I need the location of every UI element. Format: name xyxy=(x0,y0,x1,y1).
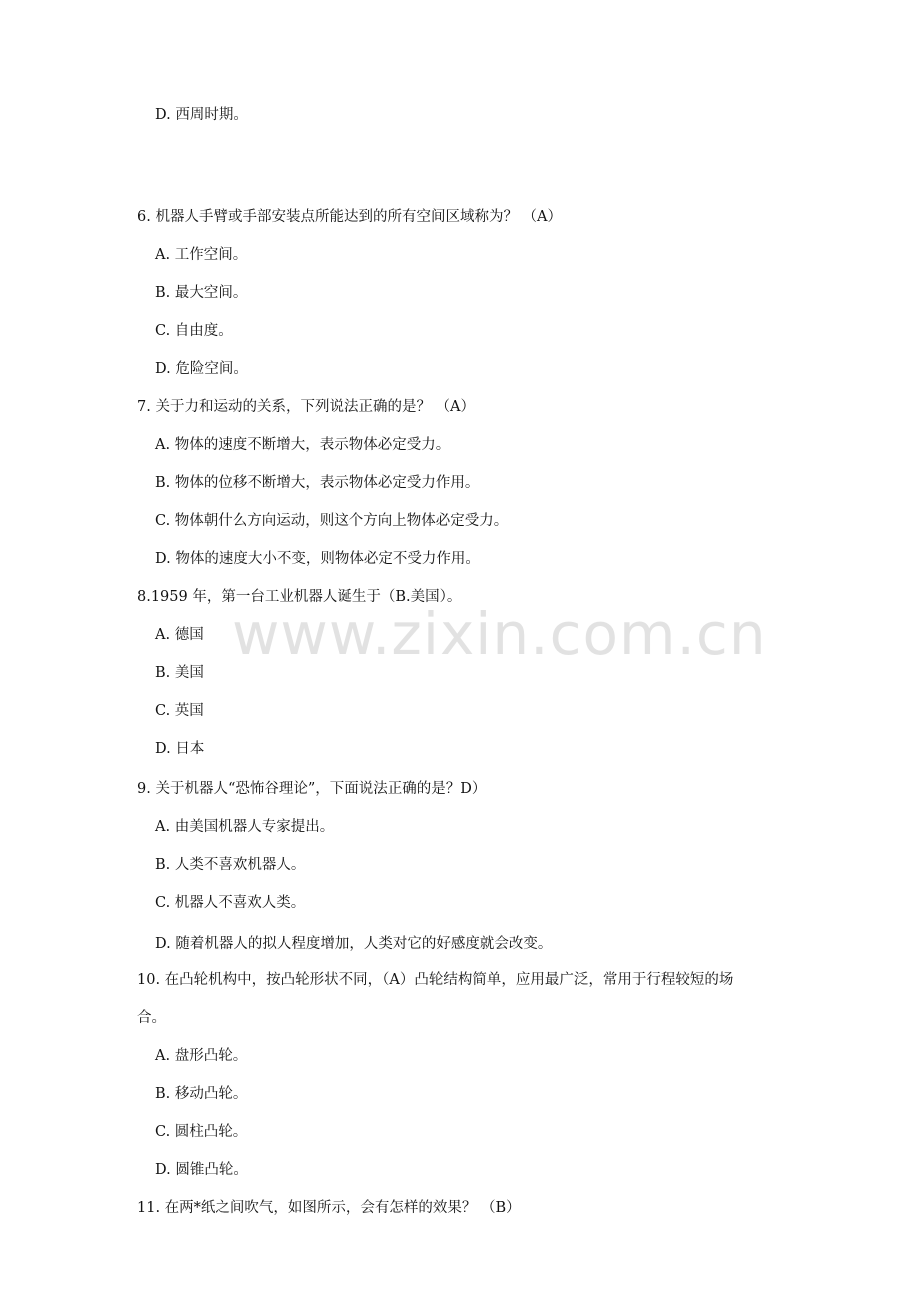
option-6a: A. 工作空间。 xyxy=(155,247,248,263)
option-7c: C. 物体朝什么方向运动，则这个方向上物体必定受力。 xyxy=(155,513,509,529)
option-7b: B. 物体的位移不断增大，表示物体必定受力作用。 xyxy=(155,475,480,491)
option-6b: B. 最大空间。 xyxy=(155,285,248,301)
option-8b: B. 美国 xyxy=(155,665,204,681)
option-10b: B. 移动凸轮。 xyxy=(155,1086,248,1102)
question-11: 11. 在两*纸之间吹气，如图所示，会有怎样的效果？ （B） xyxy=(137,1200,521,1216)
option-10d: D. 圆锥凸轮。 xyxy=(155,1162,248,1178)
question-10-continued: 合。 xyxy=(137,1010,166,1026)
question-8: 8.1959 年，第一台工业机器人诞生于（B.美国）。 xyxy=(137,589,462,605)
option-9c: C. 机器人不喜欢人类。 xyxy=(155,895,306,911)
question-7: 7. 关于力和运动的关系，下列说法正确的是？ （A） xyxy=(137,399,476,415)
option-8d: D. 日本 xyxy=(155,741,205,757)
question-6: 6. 机器人手臂或手部安装点所能达到的所有空间区域称为？ （A） xyxy=(137,209,563,225)
option-5d: D. 西周时期。 xyxy=(155,107,248,123)
option-8c: C. 英国 xyxy=(155,703,204,719)
option-9a: A. 由美国机器人专家提出。 xyxy=(155,819,335,835)
question-9: 9. 关于机器人“恐怖谷理论”，下面说法正确的是？D） xyxy=(137,781,487,797)
watermark: www.zixin.com.cn xyxy=(232,600,767,668)
option-7a: A. 物体的速度不断增大，表示物体必定受力。 xyxy=(155,437,451,453)
option-7d: D. 物体的速度大小不变，则物体必定不受力作用。 xyxy=(155,551,480,567)
option-10a: A. 盘形凸轮。 xyxy=(155,1048,248,1064)
option-8a: A. 德国 xyxy=(155,627,204,643)
question-10: 10. 在凸轮机构中，按凸轮形状不同，（A）凸轮结构简单，应用最广泛，常用于行程较短的场 xyxy=(137,972,734,988)
option-10c: C. 圆柱凸轮。 xyxy=(155,1124,248,1140)
option-9b: B. 人类不喜欢机器人。 xyxy=(155,857,306,873)
option-9d: D. 随着机器人的拟人程度增加，人类对它的好感度就会改变。 xyxy=(155,936,553,952)
option-6c: C. 自由度。 xyxy=(155,323,233,339)
option-6d: D. 危险空间。 xyxy=(155,361,248,377)
